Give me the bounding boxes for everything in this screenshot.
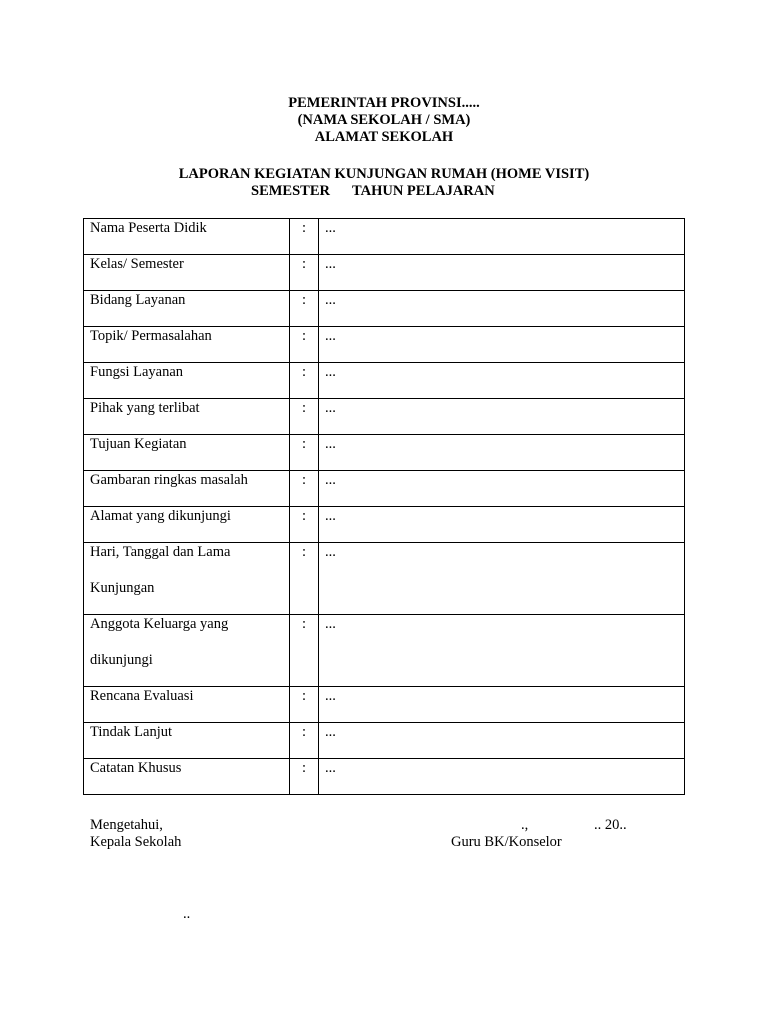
form-row-label: Alamat yang dikunjungi <box>90 508 231 524</box>
form-row-label: Bidang Layanan <box>90 292 186 308</box>
form-row-value: ... <box>325 220 336 236</box>
form-row-value-cell <box>319 759 685 795</box>
report-form-table <box>83 218 685 795</box>
form-row-label: Hari, Tanggal dan Lama Kunjungan <box>90 544 231 596</box>
report-title: LAPORAN KEGIATAN KUNJUNGAN RUMAH (HOME VISIT) <box>178 166 590 182</box>
form-row-colon: : <box>301 292 307 308</box>
form-row-colon: : <box>301 472 307 488</box>
form-row-label: Fungsi Layanan <box>90 364 184 380</box>
place-field: ., <box>521 817 529 833</box>
acknowledged-label: Mengetahui, <box>90 817 163 833</box>
form-row-colon-cell <box>290 543 319 615</box>
principal-label: Kepala Sekolah <box>90 834 182 850</box>
form-row-colon: : <box>301 688 307 704</box>
form-row-colon: : <box>301 724 307 740</box>
form-row-value: ... <box>325 328 336 344</box>
form-row-label: Tindak Lanjut <box>90 724 173 740</box>
form-row-value: ... <box>325 400 336 416</box>
form-row-colon: : <box>301 328 307 344</box>
form-row-colon: : <box>301 256 307 272</box>
province-heading: PEMERINTAH PROVINSI..... <box>288 95 480 111</box>
form-row-value: ... <box>325 688 336 704</box>
form-row-colon: : <box>301 364 307 380</box>
form-row <box>84 759 685 795</box>
form-row-label-cell <box>84 543 290 615</box>
form-row-value: ... <box>325 760 336 776</box>
date-field: .. 20.. <box>594 817 627 833</box>
form-row-value: ... <box>325 724 336 740</box>
principal-signature-line: .. <box>183 906 191 922</box>
form-row-value: ... <box>325 256 336 272</box>
counselor-label: Guru BK/Konselor <box>451 834 562 850</box>
form-row <box>84 543 685 615</box>
form-row-label: Catatan Khusus <box>90 760 182 776</box>
form-row-value: ... <box>325 472 336 488</box>
form-row <box>84 615 685 687</box>
form-row-label: Kelas/ Semester <box>90 256 184 272</box>
form-row-colon-cell <box>290 759 319 795</box>
school-address-heading: ALAMAT SEKOLAH <box>314 129 454 145</box>
form-row-label: Tujuan Kegiatan <box>90 436 187 452</box>
form-row-colon: : <box>301 616 307 632</box>
form-row-label-cell <box>84 759 290 795</box>
form-row-colon: : <box>301 544 307 560</box>
form-row-label: Nama Peserta Didik <box>90 220 207 236</box>
form-row-colon: : <box>301 760 307 776</box>
school-name-heading: (NAMA SEKOLAH / SMA) <box>297 112 471 128</box>
form-row-colon: : <box>301 436 307 452</box>
form-row-value: ... <box>325 544 336 560</box>
form-row-value: ... <box>325 436 336 452</box>
form-row-value-cell <box>319 615 685 687</box>
form-row-label-cell <box>84 615 290 687</box>
form-row-value: ... <box>325 508 336 524</box>
form-row-label: Gambaran ringkas masalah <box>90 472 248 488</box>
academic-year-label: TAHUN PELAJARAN <box>352 183 495 199</box>
form-row-value-cell <box>319 543 685 615</box>
semester-label: SEMESTER <box>251 183 330 199</box>
form-row-colon: : <box>301 508 307 524</box>
form-row-colon: : <box>301 220 307 236</box>
form-row-label: Topik/ Permasalahan <box>90 328 212 344</box>
form-row-label: Pihak yang terlibat <box>90 400 200 416</box>
form-row-colon: : <box>301 400 307 416</box>
form-row-value: ... <box>325 364 336 380</box>
form-row-colon-cell <box>290 615 319 687</box>
form-row-value: ... <box>325 616 336 632</box>
form-row-label: Rencana Evaluasi <box>90 688 194 704</box>
form-row-value: ... <box>325 292 336 308</box>
form-row-label: Anggota Keluarga yang dikunjungi <box>90 616 229 668</box>
